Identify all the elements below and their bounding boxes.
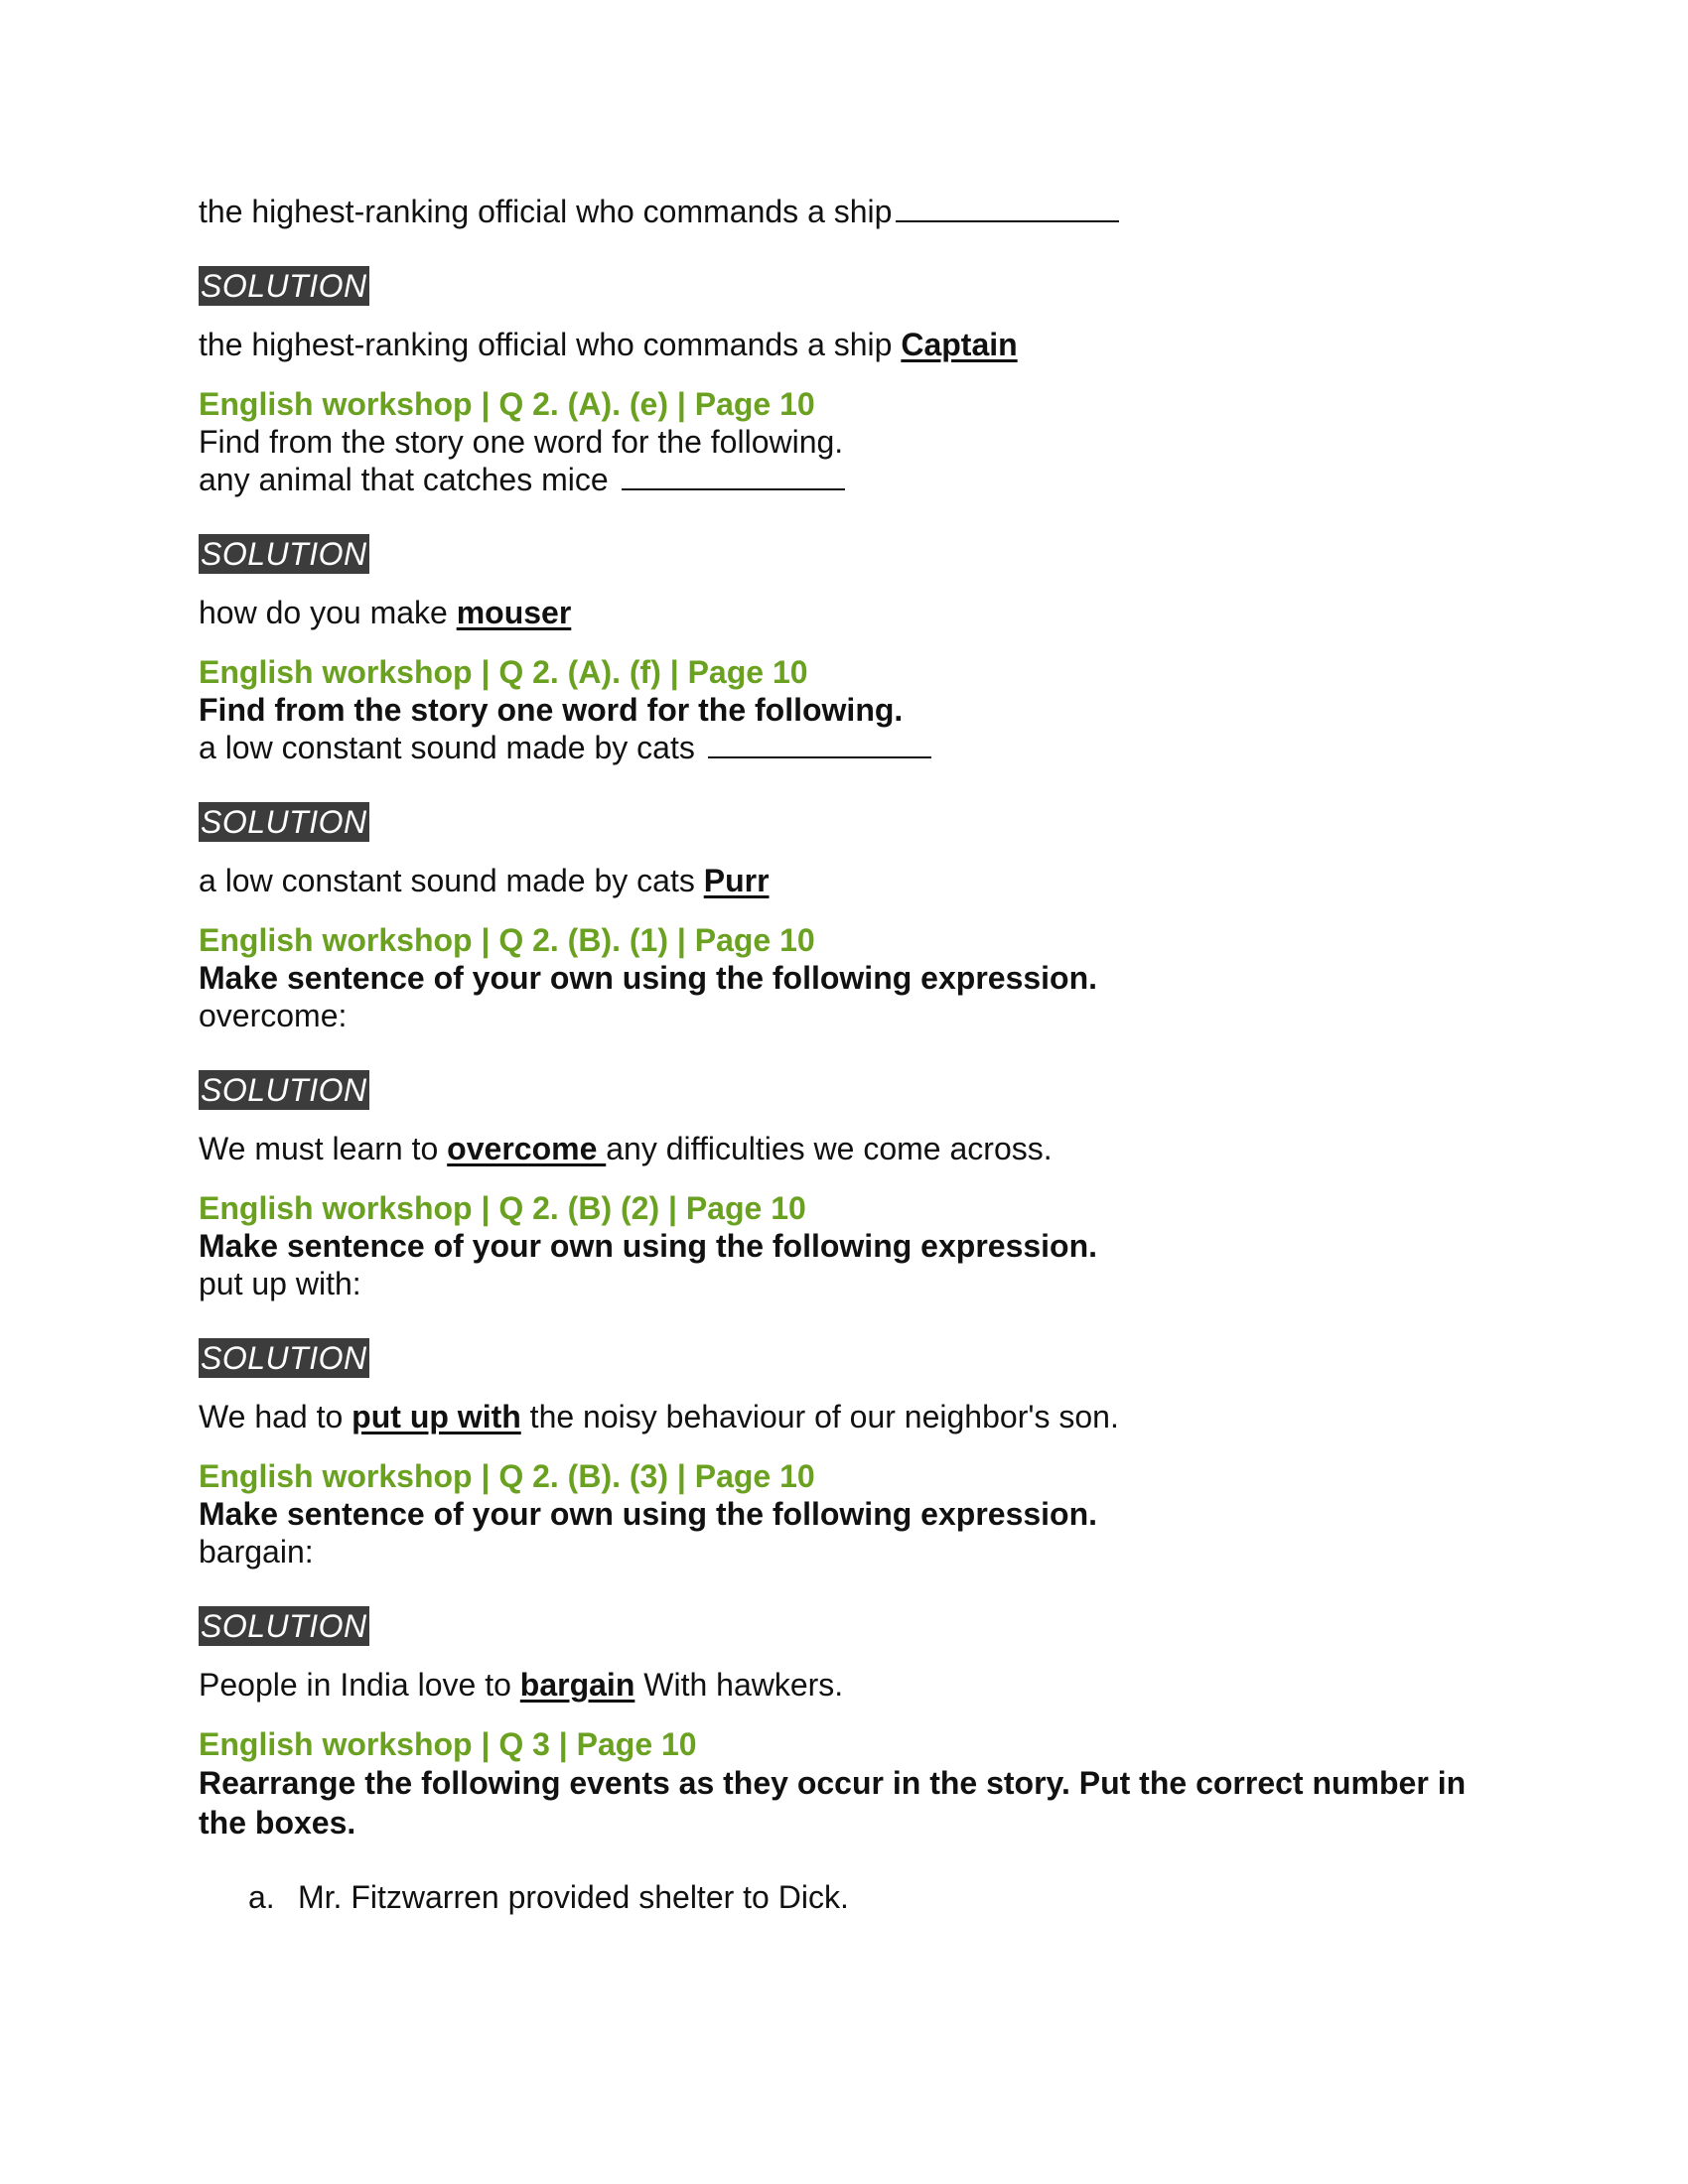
- question-prompt: bargain:: [199, 1534, 314, 1570]
- question-block: [199, 653, 1509, 899]
- solution-prefix: a low constant sound made by cats: [199, 863, 704, 898]
- solution-answer: mouser: [456, 595, 572, 630]
- solution-answer: overcome: [447, 1131, 607, 1166]
- question-instruction: Make sentence of your own using the following expression.: [199, 960, 1098, 996]
- solution-suffix: the noisy behaviour of our neighbor's son.: [520, 1399, 1119, 1434]
- question-block: [199, 1189, 1509, 1435]
- question-heading: English workshop | Q 2. (A). (e) | Page 10: [199, 386, 815, 422]
- question-instruction: Make sentence of your own using the following expression.: [199, 1496, 1098, 1532]
- solution-answer: Purr: [703, 863, 770, 898]
- document-content: [199, 193, 1509, 1916]
- solution-answer: Captain: [901, 327, 1018, 362]
- solution-suffix: any difficulties we come across.: [606, 1131, 1053, 1166]
- event-list: [248, 1878, 1509, 1916]
- solution-text: [199, 862, 1509, 899]
- question-prompt: any animal that catches mice: [199, 462, 618, 497]
- question-heading: English workshop | Q 3 | Page 10: [199, 1726, 697, 1762]
- answer-blank: [708, 729, 931, 758]
- list-marker: a.: [248, 1879, 275, 1915]
- question-text: [199, 729, 1509, 766]
- solution-prefix: People in India love to: [199, 1667, 520, 1703]
- solution-suffix: With hawkers.: [634, 1667, 844, 1703]
- question-block: [199, 1457, 1509, 1704]
- question-prompt: the highest-ranking official who commands a ship: [199, 194, 893, 229]
- question-text: [199, 193, 1509, 230]
- solution-text: [199, 594, 1509, 631]
- question-prompt: put up with:: [199, 1266, 361, 1301]
- list-item: [248, 1878, 1509, 1916]
- question-block: [199, 385, 1509, 631]
- solution-prefix: We had to: [199, 1399, 352, 1434]
- solution-prefix: how do you make: [199, 595, 457, 630]
- solution-badge: SOLUTION: [201, 1608, 367, 1644]
- solution-text: [199, 1666, 1509, 1704]
- solution-text: [199, 1130, 1509, 1167]
- question-instruction: Find from the story one word for the following.: [199, 692, 904, 728]
- solution-text: [199, 1398, 1509, 1435]
- solution-badge: SOLUTION: [201, 1072, 367, 1108]
- solution-text: [199, 326, 1509, 363]
- question-instruction: Make sentence of your own using the following expression.: [199, 1228, 1098, 1264]
- list-item-text: Mr. Fitzwarren provided shelter to Dick.: [298, 1879, 849, 1915]
- question-prompt: overcome:: [199, 998, 348, 1033]
- answer-blank: [622, 461, 845, 490]
- solution-prefix: the highest-ranking official who commands a ship: [199, 327, 902, 362]
- question-heading: English workshop | Q 2. (B). (3) | Page 10: [199, 1458, 815, 1494]
- solution-badge: SOLUTION: [201, 536, 367, 572]
- question-prompt: a low constant sound made by cats: [199, 730, 704, 765]
- solution-prefix: We must learn to: [199, 1131, 448, 1166]
- solution-answer: bargain: [519, 1667, 635, 1703]
- question-heading: English workshop | Q 2. (B) (2) | Page 10: [199, 1190, 806, 1226]
- solution-badge: SOLUTION: [201, 804, 367, 840]
- solution-badge: SOLUTION: [201, 1340, 367, 1376]
- question-block: [199, 1725, 1509, 1916]
- question-text: [199, 461, 1509, 498]
- solution-answer: put up with: [352, 1399, 521, 1434]
- question-instruction: Find from the story one word for the following.: [199, 424, 844, 460]
- answer-blank: [896, 193, 1119, 222]
- question-heading: English workshop | Q 2. (A). (f) | Page 10: [199, 654, 808, 690]
- solution-badge: SOLUTION: [201, 268, 367, 304]
- question-block: [199, 921, 1509, 1167]
- question-heading: English workshop | Q 2. (B). (1) | Page 10: [199, 922, 815, 958]
- question-instruction: Rearrange the following events as they occur in the story. Put the correct number in the boxes.: [199, 1765, 1467, 1841]
